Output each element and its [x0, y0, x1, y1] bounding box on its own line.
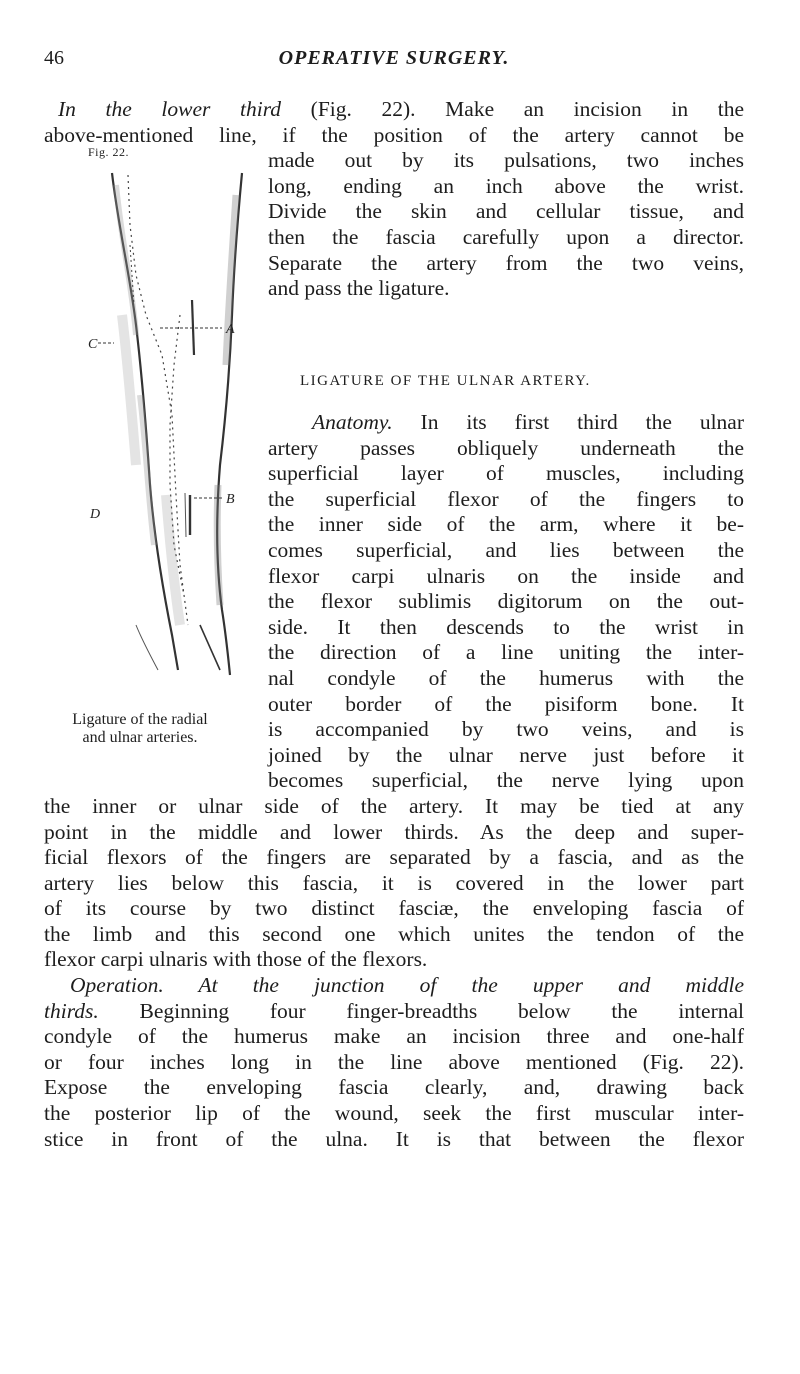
- text-line: Operation. At the junction of the upper and middle: [70, 973, 744, 998]
- text-line: the limb and this second one which unites the tendon of the: [44, 921, 744, 946]
- text-line: the superficial flexor of the fingers to: [268, 486, 744, 511]
- text-line: ficial flexors of the fingers are separated by a fascia, and as the: [44, 845, 744, 870]
- text-line: condyle of the humerus make an incision three and one-half: [44, 1024, 744, 1049]
- text-line: side. It then descends to the wrist in: [268, 614, 744, 639]
- text-line: comes superficial, and lies between the: [268, 537, 744, 562]
- caption-line-1: Ligature of the radial: [72, 711, 208, 728]
- text-line: Expose the enveloping fascia clearly, and, drawing back: [44, 1075, 744, 1100]
- text-line: the posterior lip of the wound, seek the first muscular inter-: [44, 1101, 744, 1126]
- figure-letter-a: A: [226, 322, 235, 337]
- para-anatomy: [44, 410, 744, 1152]
- text-line: outer border of the pisiform bone. It: [268, 691, 744, 716]
- text-line: artery lies below this fascia, it is covered in the lower part: [44, 870, 744, 895]
- text-line: In the lower third (Fig. 22). Make an incision in the: [58, 97, 744, 121]
- text-line: the direction of a line uniting the inter-: [268, 640, 744, 665]
- text-line: flexor carpi ulnaris with those of the flexors.: [44, 947, 428, 972]
- figure-letter-c: C: [88, 337, 98, 352]
- text-line: Divide the skin and cellular tissue, and: [268, 199, 744, 224]
- running-head: [44, 47, 744, 77]
- text-line: or four inches long in the line above mentioned (Fig. 22).: [44, 1049, 744, 1074]
- text-line: artery passes obliquely underneath the: [268, 435, 744, 460]
- text-line: flexor carpi ulnaris on the inside and: [268, 563, 744, 588]
- text-line: the inner or ulnar side of the artery. It may be tied at any: [44, 793, 744, 818]
- text-line: Separate the artery from the two veins,: [268, 250, 744, 275]
- text-line: and pass the ligature.: [268, 276, 450, 301]
- text-line: becomes superficial, the nerve lying upon: [268, 768, 744, 793]
- text-line: Anatomy. In its first third the ulnar: [312, 410, 744, 434]
- figure-letter-b: B: [226, 492, 235, 507]
- running-title: OPERATIVE SURGERY.: [278, 47, 510, 69]
- caption-line-2: and ulnar arteries.: [82, 729, 198, 746]
- figure-label: Fig. 22.: [88, 145, 130, 159]
- text-line: long, ending an inch above the wrist.: [268, 173, 744, 198]
- text-line: above-mentioned line, if the position of the artery cannot be: [44, 122, 744, 147]
- text-line: of its course by two distinct fasciæ, the enveloping fascia of: [44, 896, 744, 921]
- text-line: joined by the ulnar nerve just before it: [268, 742, 744, 767]
- text-line: stice in front of the ulna. It is that between the flexor: [44, 1126, 744, 1151]
- page-number: 46: [44, 47, 64, 69]
- section-heading: LIGATURE OF THE ULNAR ARTERY.: [300, 373, 591, 389]
- text-line: the flexor sublimis digitorum on the out-: [268, 589, 744, 614]
- text-line: then the fascia carefully upon a director.: [268, 224, 744, 249]
- text-line: is accompanied by two veins, and is: [268, 717, 744, 742]
- text-line: the inner side of the arm, where it be-: [268, 512, 744, 537]
- text-line: superficial layer of muscles, including: [268, 461, 744, 486]
- text-line: nal condyle of the humerus with the: [268, 665, 744, 690]
- text-line: thirds. Beginning four finger-breadths below the internal: [44, 998, 744, 1023]
- figure-letter-d: D: [90, 507, 101, 522]
- text-line: made out by its pulsations, two inches: [268, 148, 744, 173]
- para-lower-third: [44, 97, 744, 302]
- text-line: point in the middle and lower thirds. As the deep and super-: [44, 819, 744, 844]
